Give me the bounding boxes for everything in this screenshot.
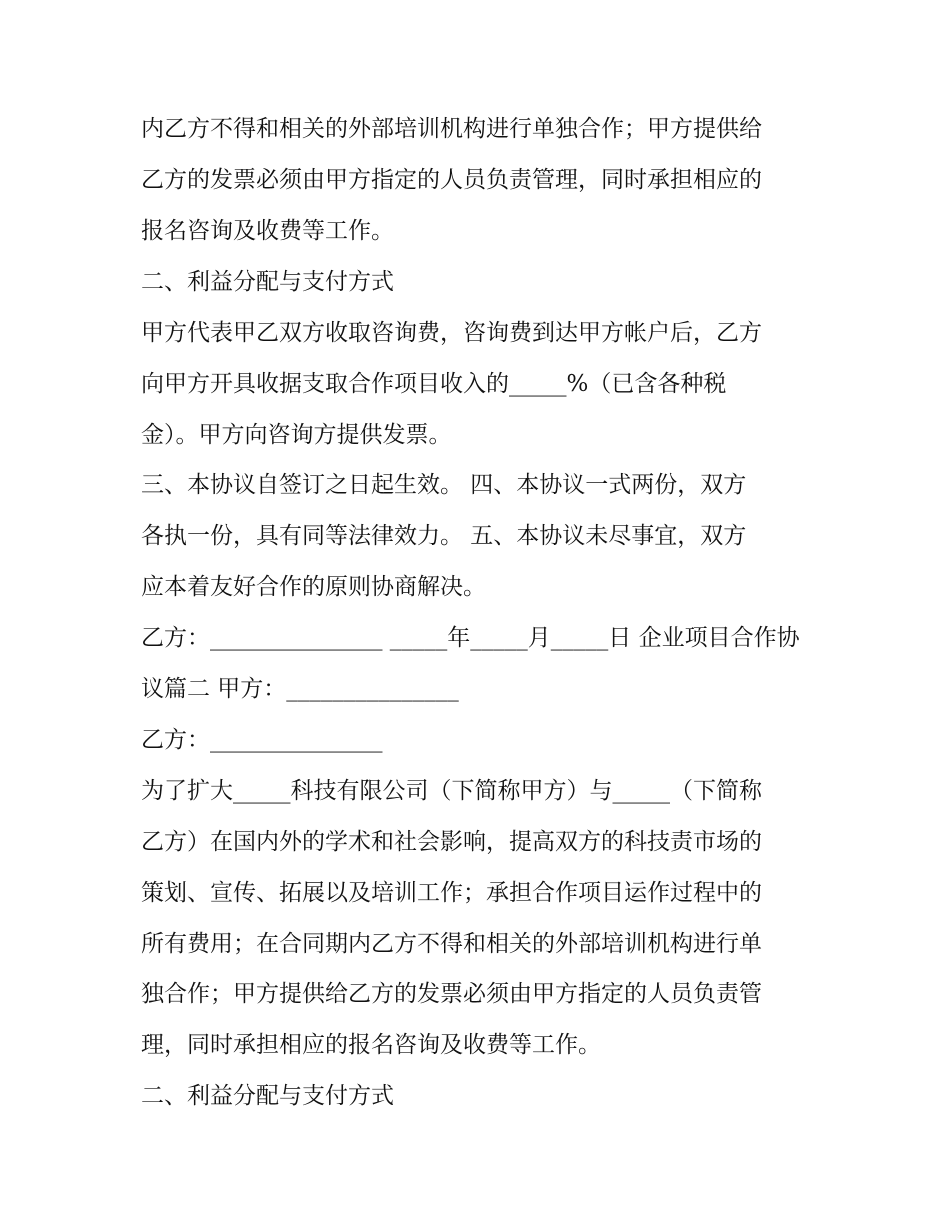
signature-line: 乙方：_______________ [141, 727, 383, 753]
text-line: 所有费用；在合同期内乙方不得和相关的外部培训机构进行单 [141, 931, 762, 957]
text-line: 乙方的发票必须由甲方指定的人员负责管理，同时承担相应的 [141, 167, 762, 193]
text-line: 理，同时承担相应的报名咨询及收费等工作。 [141, 1032, 601, 1058]
text-line: 甲方代表甲乙双方收取咨询费，咨询费到达甲方帐户后，乙方 [141, 320, 762, 346]
text-line: 乙方）在国内外的学术和社会影响，提高双方的科技责市场的 [141, 829, 762, 855]
text-line: 各执一份，具有同等法律效力。 五、本协议未尽事宜，双方 [141, 523, 747, 549]
section-heading: 二、利益分配与支付方式 [141, 269, 394, 295]
text-line: 独合作；甲方提供给乙方的发票必须由甲方指定的人员负责管 [141, 981, 762, 1007]
text-line: 向甲方开具收据支取合作项目收入的_____%（已含各种税 [141, 371, 727, 397]
text-line: 金）。甲方向咨询方提供发票。 [141, 422, 452, 448]
text-line: 为了扩大_____科技有限公司（下简称甲方）与_____（下简称 [141, 778, 762, 804]
text-line: 三、本协议自签订之日起生效。 四、本协议一式两份，双方 [141, 472, 747, 498]
text-line: 报名咨询及收费等工作。 [141, 218, 394, 244]
signature-line: 议篇二 甲方：_______________ [141, 676, 459, 702]
section-heading: 二、利益分配与支付方式 [141, 1083, 394, 1109]
text-line: 应本着友好合作的原则协商解决。 [141, 574, 486, 600]
text-line: 策划、宣传、拓展以及培训工作；承担合作项目运作过程中的 [141, 880, 762, 906]
signature-line: 乙方：_______________ _____年_____月_____日 企业项目合作协 [141, 625, 800, 651]
text-line: 内乙方不得和相关的外部培训机构进行单独合作；甲方提供给 [141, 116, 762, 142]
